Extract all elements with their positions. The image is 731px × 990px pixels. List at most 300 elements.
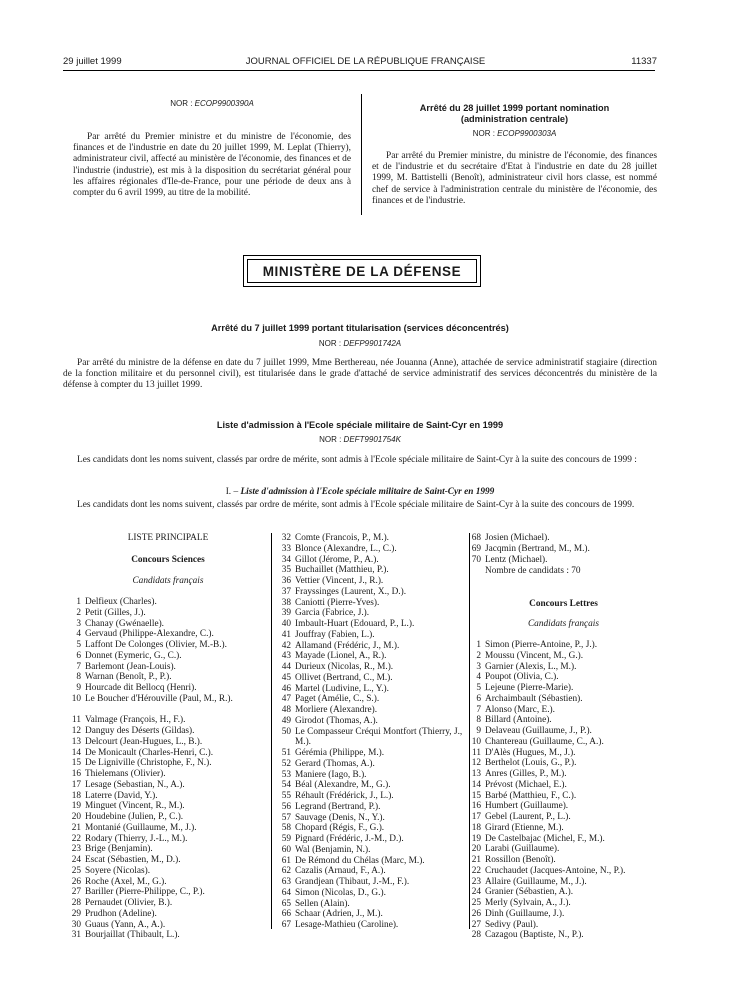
candidate-name: De Rémond du Chélas (Marc, M.).: [295, 855, 425, 866]
list-item: [463, 844, 657, 855]
rank-number: 31: [71, 930, 81, 941]
rank-number: 12: [71, 726, 81, 736]
list-item: [63, 844, 273, 855]
column-rule: [271, 533, 272, 929]
list-item: [63, 887, 273, 898]
list-item: [63, 608, 273, 619]
candidate-name: Archaimbault (Sébastien).: [485, 693, 583, 704]
candidate-name: Rodary (Thierry, J.-L., M.).: [85, 833, 188, 844]
list-item: [273, 791, 473, 802]
candidate-name: Paget (Amélie, C., S.).: [295, 694, 380, 705]
rank-number: 27: [471, 919, 481, 930]
list-item: [63, 791, 273, 802]
rank-number: 36: [281, 576, 291, 586]
list-item: [463, 544, 657, 555]
rank-number: 3: [476, 661, 481, 672]
rank-number: 38: [281, 597, 291, 608]
candidate-name: Comte (Francois, P., M.).: [295, 533, 389, 543]
candidate-name: Simon (Nicolas, D., G.).: [295, 887, 386, 898]
list-item: [463, 866, 657, 877]
rank-number: 39: [281, 608, 291, 619]
rank-number: 58: [281, 823, 291, 834]
list-item: [463, 640, 657, 651]
rank-number: 53: [281, 769, 291, 780]
rank-number: 24: [71, 855, 81, 865]
list-item: [63, 866, 273, 877]
candidate-name: Pignard (Frédéric, J.-M., D.).: [295, 834, 404, 844]
list-item: [273, 759, 473, 770]
list-item: [463, 920, 657, 931]
rank-number: 35: [281, 565, 291, 576]
list-item: [273, 834, 473, 845]
rank-number: 54: [281, 780, 291, 791]
rank-number: 4: [476, 672, 481, 683]
rank-number: 43: [281, 651, 291, 662]
list-item: [463, 705, 657, 716]
list-item: [273, 587, 473, 598]
list-item: [463, 737, 657, 748]
list-item: [273, 856, 473, 867]
list-item: [63, 930, 273, 941]
rank-number: 40: [281, 619, 291, 629]
candidate-name: Gerard (Thomas, A.).: [295, 758, 375, 769]
rank-number: 21: [71, 822, 81, 833]
candidate-name: Billard (Antoine).: [485, 715, 552, 726]
rank-number: 24: [471, 887, 481, 898]
list-item: [273, 813, 473, 824]
candidate-name: Legrand (Bertrand, P.).: [295, 801, 381, 812]
candidate-name: Cruchaudet (Jacques-Antoine, N., P.).: [485, 865, 626, 876]
rank-number: 2: [476, 650, 481, 661]
candidate-name: De Castelbajac (Michel, F., M.).: [485, 833, 605, 844]
candidate-name: Lejeune (Pierre-Marie).: [485, 683, 574, 693]
rank-number: 68: [471, 533, 481, 543]
candidate-name: De Monicault (Charles-Henri, C.).: [85, 747, 214, 758]
list-item: [273, 608, 473, 619]
rank-number: 37: [281, 586, 291, 597]
rank-number: 1: [476, 640, 481, 650]
candidate-name: Frayssinges (Laurent, X., D.).: [295, 586, 407, 597]
rank-number: 19: [71, 801, 81, 812]
rank-number: 26: [71, 876, 81, 887]
candidats-francais-heading: Candidats français: [132, 576, 204, 586]
candidate-name: Warnan (Benoît, P., P.).: [85, 672, 172, 683]
list-item: [463, 683, 657, 694]
list-item: [63, 801, 273, 812]
rank-number: 65: [281, 898, 291, 909]
candidate-name: Maniere (Iago, B.).: [295, 769, 367, 780]
rank-number: 60: [281, 844, 291, 855]
candidate-name: Blonce (Alexandre, L., C.).: [295, 543, 397, 554]
rank-number: 34: [281, 554, 291, 565]
list-item: [463, 909, 657, 920]
candidate-name: Anres (Gilles, P., M.).: [485, 769, 567, 779]
rank-number: 25: [471, 898, 481, 908]
list-item: [273, 888, 473, 899]
list-item: [463, 877, 657, 888]
candidate-name: Thielemans (Olivier).: [85, 769, 166, 779]
nor-reference: NOR : DEFT9901754K: [319, 435, 401, 444]
section-heading: I. – Liste d'admission à l'Ecole spéciale militaire de Saint-Cyr en 1999: [225, 487, 495, 497]
list-item: [273, 694, 473, 705]
rank-number: 3: [76, 618, 81, 629]
list-item: [63, 748, 273, 759]
list-item: [63, 920, 273, 931]
list-item: [273, 705, 473, 716]
decree-title: Arrêté du 28 juillet 1999 portant nomination (administration centrale): [419, 103, 610, 124]
candidate-name: Béal (Alexandre, M., G.).: [295, 780, 391, 791]
candidate-name: Allamand (Frédéric, J., M.).: [295, 640, 400, 651]
nor-reference: NOR : ECOP9900303A: [472, 129, 557, 138]
rank-number: 15: [71, 758, 81, 769]
rank-number: 44: [281, 662, 291, 672]
candidate-name: Montanié (Guillaume, M., J.).: [85, 822, 197, 833]
rank-number: 13: [471, 769, 481, 779]
candidate-name: Josien (Michael).: [485, 533, 550, 543]
candidate-name: Lentz (Michael).: [485, 554, 548, 565]
candidate-name: Cazalis (Arnaud, F., A.).: [295, 866, 386, 877]
list-item: [63, 640, 273, 651]
candidate-name: Humbert (Guillaume).: [485, 801, 569, 812]
list-item: [273, 630, 473, 641]
rank-number: 10: [71, 693, 81, 704]
candidate-name: Poupot (Olivia, C.).: [485, 672, 559, 683]
rank-number: 61: [281, 855, 291, 866]
rank-number: 63: [281, 877, 291, 887]
candidate-name: Valmage (François, H., F.).: [85, 715, 186, 726]
rank-number: 11: [72, 715, 81, 726]
list-item: [273, 802, 473, 813]
candidate-name: Escat (Sébastien, M., D.).: [85, 855, 181, 865]
candidate-name: Chopard (Régis, F., G.).: [295, 823, 385, 834]
list-item: [463, 748, 657, 759]
list-item: [273, 619, 473, 630]
candidate-name: Durieux (Nicolas, R., M.).: [295, 662, 394, 672]
rank-number: 16: [471, 801, 481, 812]
candidate-name: Gervaud (Philippe-Alexandre, C.).: [85, 629, 214, 640]
list-item: [63, 737, 273, 748]
list-item: [463, 694, 657, 705]
rank-number: 20: [71, 812, 81, 822]
candidate-name: Girodot (Thomas, A.).: [295, 715, 378, 726]
candidate-name: Gillot (Jérome, P., A.).: [295, 554, 379, 565]
rank-number: 27: [71, 887, 81, 898]
rank-number: 52: [281, 758, 291, 769]
candidate-name: Laffont De Colonges (Olivier, M.-B.).: [85, 640, 227, 650]
rank-number: 14: [471, 779, 481, 790]
list-item: [463, 834, 657, 845]
list-item: [273, 555, 473, 566]
list-item: [463, 672, 657, 683]
candidate-name: Brige (Benjamin).: [85, 844, 153, 855]
list-item: [63, 834, 273, 845]
rank-number: 15: [471, 790, 481, 801]
rank-number: 49: [281, 715, 291, 726]
candidate-name: Soyere (Nicolas).: [85, 865, 151, 876]
rank-number: 45: [281, 672, 291, 683]
candidate-name: Petit (Gilles, J.).: [85, 607, 146, 618]
candidate-list-column-1: [63, 597, 273, 941]
list-item: [63, 780, 273, 791]
candidate-name: Allaire (Guillaume, M., J.).: [485, 876, 587, 887]
candidate-name: Prévost (Michael, E.).: [485, 779, 567, 790]
rank-number: 16: [71, 769, 81, 779]
rank-number: 32: [281, 533, 291, 543]
list-item: [63, 715, 273, 726]
candidate-count: Nombre de candidats : 70: [485, 566, 581, 576]
list-item: [463, 898, 657, 909]
rank-number: 13: [71, 736, 81, 747]
rank-number: 23: [471, 876, 481, 887]
rank-number: 1: [76, 597, 81, 607]
candidate-name: Garcia (Fabrice, J.).: [295, 608, 370, 619]
rank-number: 2: [76, 607, 81, 618]
list-item: [273, 565, 473, 576]
candidate-name: Berthelot (Louis, G., P.).: [485, 758, 577, 769]
candidats-francais-heading: Candidats français: [527, 619, 600, 629]
candidate-name: Lesage (Sebastian, N., A.).: [85, 779, 185, 790]
list-item: [273, 845, 473, 856]
rank-number: 22: [71, 833, 81, 844]
list-item: [63, 597, 273, 608]
candidate-name: Imbault-Huart (Edouard, P., L.).: [295, 619, 415, 629]
rank-number: 18: [471, 822, 481, 833]
candidate-name: Le Compasseur Créqui Montfort (Thierry, J., M.).: [295, 726, 463, 748]
candidate-name: Morliere (Alexandre).: [295, 705, 378, 715]
candidate-name: Sauvage (Denis, N., Y.).: [295, 812, 385, 823]
decree-paragraph: Par arrêté du Premier ministre, du ministre de l'économie, des finances et de l'industrie et du secrétaire d'Etat à l'industrie en date du 28 juillet 1999, M. Battistelli (Benoît), administrateur civil hors classe, est nommé chef de service à l'administration centrale du ministère de l'économie, des finances et de l'industrie.: [372, 151, 657, 206]
rank-number: 56: [281, 801, 291, 812]
list-item: [63, 909, 273, 920]
list-item: [273, 823, 473, 834]
candidate-name: Moussu (Vincent, M., G.).: [485, 650, 584, 661]
candidate-name: Chanay (Gwénaelle).: [85, 618, 164, 629]
rank-number: 8: [76, 672, 81, 683]
candidate-name: Delaveau (Guillaume, J., P.).: [485, 726, 592, 736]
list-item: [63, 812, 273, 823]
list-item: [273, 544, 473, 555]
candidate-list-column-3: [463, 533, 657, 565]
rank-number: 11: [472, 747, 481, 758]
candidate-name: Minguet (Vincent, R., M.).: [85, 801, 185, 812]
candidate-name: Lesage-Mathieu (Caroline).: [295, 920, 399, 930]
list-item: [273, 899, 473, 910]
list-item: [63, 672, 273, 683]
list-item: [463, 823, 657, 834]
rank-number: 20: [471, 844, 481, 855]
list-item: [463, 651, 657, 662]
rank-number: 28: [71, 898, 81, 908]
candidate-name: Mayade (Lionel, A., R.).: [295, 651, 387, 662]
rank-number: 57: [281, 812, 291, 823]
candidate-name: Chantereau (Guillaume, C., A.).: [485, 736, 604, 747]
list-item: [463, 533, 657, 544]
list-item: [463, 930, 657, 941]
rank-number: 6: [76, 650, 81, 661]
candidate-name: Roche (Axel, M., G.).: [85, 876, 167, 887]
list-item: [63, 726, 273, 737]
candidate-name: Cazagou (Baptiste, N., P.).: [485, 930, 584, 941]
rank-number: 22: [471, 865, 481, 876]
list-item: [463, 769, 657, 780]
candidate-name: Vettier (Vincent, J., R.).: [295, 576, 384, 586]
rank-number: 25: [71, 865, 81, 876]
rank-number: 55: [281, 791, 291, 801]
list-item: [63, 823, 273, 834]
candidate-name: Merly (Sylvain, A., J.).: [485, 898, 571, 908]
concours-lettres-heading: Concours Lettres: [529, 599, 598, 609]
candidate-name: Ollivet (Bertrand, C., M.).: [295, 672, 393, 683]
candidate-name: De Ligniville (Christophe, F., N.).: [85, 758, 212, 769]
rank-number: 7: [476, 704, 481, 715]
candidate-list-column-2: [273, 533, 473, 931]
rank-number: 17: [471, 812, 481, 822]
rank-number: 14: [71, 747, 81, 758]
header-page-number: 11337: [631, 56, 657, 67]
list-item: [273, 727, 473, 749]
rank-number: 9: [76, 683, 81, 693]
list-item: [273, 651, 473, 662]
list-item: [63, 683, 273, 694]
list-item: [273, 598, 473, 609]
candidate-name: Grandjean (Thibaut, J.-M., F.).: [295, 877, 410, 887]
candidate-name: Larabi (Guillaume).: [485, 844, 560, 855]
rank-number: 46: [281, 683, 291, 694]
candidate-name: Réhault (Frédérick, J., L.).: [295, 791, 394, 801]
list-item: [63, 662, 273, 673]
rank-number: 50: [281, 726, 291, 737]
rank-number: 42: [281, 640, 291, 651]
list-item: [273, 866, 473, 877]
list-item: [463, 715, 657, 726]
header-journal-title: JOURNAL OFFICIEL DE LA RÉPUBLIQUE FRANÇAISE: [245, 56, 486, 67]
candidate-name: Barlemont (Jean-Louis).: [85, 661, 176, 672]
list-item: [273, 641, 473, 652]
nor-reference: NOR : ECOP9900390A: [170, 99, 254, 108]
list-item: [463, 662, 657, 673]
list-item: [63, 694, 273, 716]
header-rule: [63, 70, 655, 71]
rank-number: 41: [281, 629, 291, 640]
candidate-name: Jacqmin (Bertrand, M., M.).: [485, 543, 590, 554]
section-intro: Les candidats dont les noms suivent, classés par ordre de mérite, sont admis à l'Ecole spéciale militaire de Saint-Cyr à la suite des concours de 1999.: [77, 500, 635, 510]
rank-number: 7: [76, 661, 81, 672]
rank-number: 8: [476, 715, 481, 726]
rank-number: 12: [471, 758, 481, 769]
rank-number: 4: [76, 629, 81, 640]
rank-number: 30: [71, 919, 81, 930]
list-item: [463, 780, 657, 791]
list-item: [63, 758, 273, 769]
list-item: [273, 673, 473, 684]
list-item: [63, 855, 273, 866]
rank-number: 47: [281, 694, 291, 705]
list-item: [273, 576, 473, 587]
candidate-name: Schaar (Adrien, J., M.).: [295, 909, 383, 920]
list-item: [273, 780, 473, 791]
decree-paragraph: Par arrêté du Premier ministre et du ministre de l'économie, des finances et de l'industrie en date du 20 juillet 1999, M. Leplat (Thierry), administrateur civil, affecté au ministère de l'économie, des finances et de l'industrie (industrie), est mis à la disposition du secrétariat général pour les affaires régionales d'Ile-de-France, pour une période de deux ans à compter du 6 avril 1999, au titre de la mobilité.: [73, 132, 351, 199]
candidate-name: Granier (Sébastien, A.).: [485, 887, 574, 898]
rank-number: 5: [476, 683, 481, 693]
list-item: [273, 748, 473, 759]
ministry-heading: MINISTÈRE DE LA DÉFENSE: [247, 259, 477, 283]
decree-title: Arrêté du 7 juillet 1999 portant titularisation (services déconcentrés): [211, 323, 509, 333]
candidate-name: Le Boucher d'Hérouville (Paul, M., R.).: [85, 693, 233, 704]
candidate-name: Pernaudet (Olivier, B.).: [85, 898, 173, 908]
rank-number: 6: [476, 693, 481, 704]
candidate-name: Sellen (Alain).: [295, 898, 350, 909]
candidate-name: Prudhon (Adeline).: [85, 908, 157, 919]
list-item: [273, 920, 473, 931]
rank-number: 10: [471, 736, 481, 747]
candidate-name: Delfieux (Charles).: [85, 597, 157, 607]
list-item: [273, 770, 473, 781]
candidate-name: Houdebine (Julien, P., C.).: [85, 812, 184, 822]
candidate-name: Laterre (David, Y.).: [85, 790, 158, 801]
list-item: [63, 651, 273, 662]
rank-number: 70: [471, 554, 481, 565]
candidate-name: D'Alès (Hugues, M., J.).: [485, 747, 576, 758]
list-item: [273, 909, 473, 920]
candidate-name: Martel (Ludivine, L., Y.).: [295, 683, 389, 694]
list-item: [463, 726, 657, 737]
concours-sciences-heading: Concours Sciences: [131, 555, 205, 565]
candidate-name: Buchaillet (Matthieu, P.).: [295, 565, 389, 576]
rank-number: 21: [471, 855, 481, 865]
rank-number: 51: [281, 748, 291, 758]
list-item: [463, 887, 657, 898]
rank-number: 62: [281, 866, 291, 877]
list-item: [273, 684, 473, 695]
list-item: [273, 662, 473, 673]
list-item: [463, 812, 657, 823]
list-item: [63, 619, 273, 630]
rank-number: 66: [281, 909, 291, 920]
rank-number: 29: [71, 908, 81, 919]
list-item: [273, 877, 473, 888]
candidate-name: Wal (Benjamin, N.).: [295, 844, 371, 855]
list-item: [463, 801, 657, 812]
candidate-name: Bourjaillat (Thibault, L.).: [85, 930, 180, 941]
candidate-name: Bariller (Pierre-Philippe, C., P.).: [85, 887, 205, 898]
candidate-name: Girard (Etienne, M.).: [485, 822, 564, 833]
rank-number: 19: [471, 833, 481, 844]
list-item: [463, 855, 657, 866]
rank-number: 48: [281, 705, 291, 715]
candidate-name: Jouffray (Fabien, L.).: [295, 629, 375, 640]
rank-number: 64: [281, 887, 291, 898]
list-intro: Les candidats dont les noms suivent, classés par ordre de mérite, sont admis à l'Ecole spéciale militaire de Saint-Cyr à la suite des concours de 1999 :: [77, 455, 637, 465]
list-item: [463, 555, 657, 566]
list-item: [63, 629, 273, 640]
candidate-name: Gérémia (Philippe, M.).: [295, 748, 385, 758]
candidate-name: Gebel (Laurent, P., L.).: [485, 812, 571, 822]
rank-number: 67: [281, 920, 291, 930]
candidate-name: Caniotti (Pierre-Yves).: [295, 597, 380, 608]
rank-number: 23: [71, 844, 81, 855]
rank-number: 18: [71, 790, 81, 801]
list-item: [463, 791, 657, 802]
list-item: [273, 533, 473, 544]
candidate-name: Dinh (Guillaume, J.).: [485, 908, 565, 919]
header-date: 29 juillet 1999: [63, 56, 122, 67]
candidate-list-lettres: [463, 640, 657, 941]
candidate-name: Sedivy (Paul).: [485, 919, 539, 930]
nor-reference: NOR : DEFP9901742A: [318, 339, 402, 348]
rank-number: 17: [71, 779, 81, 790]
candidate-name: Barbé (Matthieu, F., C.).: [485, 790, 577, 801]
candidate-name: Donnet (Eymeric, G., C.).: [85, 650, 182, 661]
